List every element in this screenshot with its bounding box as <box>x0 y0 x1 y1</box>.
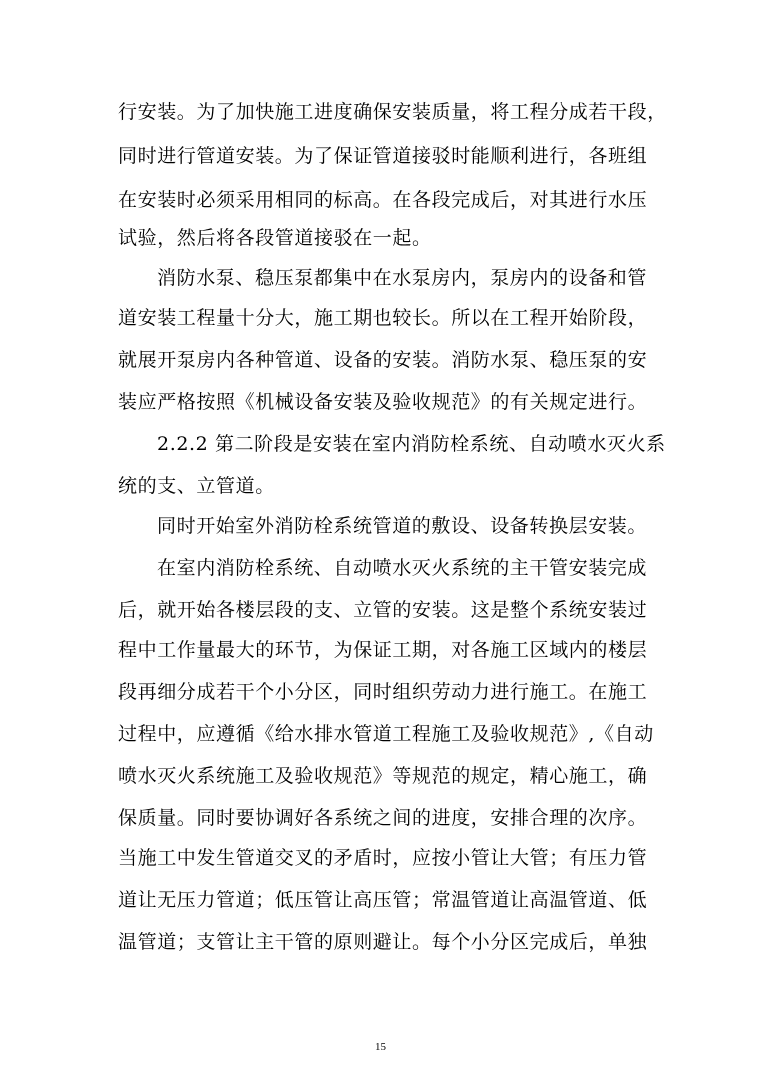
text-line: 同时开始室外消防栓系统管道的敷设、设备转换层安装。 <box>157 515 648 537</box>
text-line: 统的支、立管道。 <box>118 475 275 497</box>
page-number: 15 <box>375 1041 386 1053</box>
text-line: 保质量。同时要协调好各系统之间的进度，安排合理的次序。 <box>118 807 648 829</box>
text-line: 试验，然后将各段管道接驳在一起。 <box>118 227 432 249</box>
text-line: 当施工中发生管道交叉的矛盾时，应按小管让大管；有压力管 <box>118 847 648 869</box>
text-line: 在安装时必须采用相同的标高。在各段完成后，对其进行水压 <box>118 189 648 211</box>
text-line: 行安装。为了加快施工进度确保安装质量，将工程分成若干段， <box>118 101 667 123</box>
text-line: 后，就开始各楼层段的支、立管的安装。这是整个系统安装过 <box>118 599 648 621</box>
text-line: 在室内消防栓系统、自动喷水灭火系统的主干管安装完成 <box>157 557 648 579</box>
text-line: 同时进行管道安装。为了保证管道接驳时能顺利进行，各班组 <box>118 145 648 167</box>
section-heading-line: 2.2.2 第二阶段是安装在室内消防栓系统、自动喷水灭火系 <box>157 433 666 455</box>
text-line: 程中工作量最大的环节，为保证工期，对各施工区域内的楼层 <box>118 639 648 661</box>
text-line: 道让无压力管道；低压管让高压管；常温管道让高温管道、低 <box>118 889 648 911</box>
text-line: 段再细分成若干个小分区，同时组织劳动力进行施工。在施工 <box>118 681 648 703</box>
text-line: 喷水灭火系统施工及验收规范》等规范的规定，精心施工，确 <box>118 765 648 787</box>
text-line: 过程中，应遵循《给水排水管道工程施工及验收规范》,《自动 <box>118 723 654 745</box>
text-line: 消防水泵、稳压泵都集中在水泵房内，泵房内的设备和管 <box>157 267 648 289</box>
text-line: 温管道；支管让主干管的原则避让。每个小分区完成后，单独 <box>118 931 648 953</box>
text-line: 道安装工程量十分大，施工期也较长。所以在工程开始阶段， <box>118 307 648 329</box>
text-line: 就展开泵房内各种管道、设备的安装。消防水泵、稳压泵的安 <box>118 349 648 371</box>
text-line: 装应严格按照《机械设备安装及验收规范》的有关规定进行。 <box>118 391 648 413</box>
